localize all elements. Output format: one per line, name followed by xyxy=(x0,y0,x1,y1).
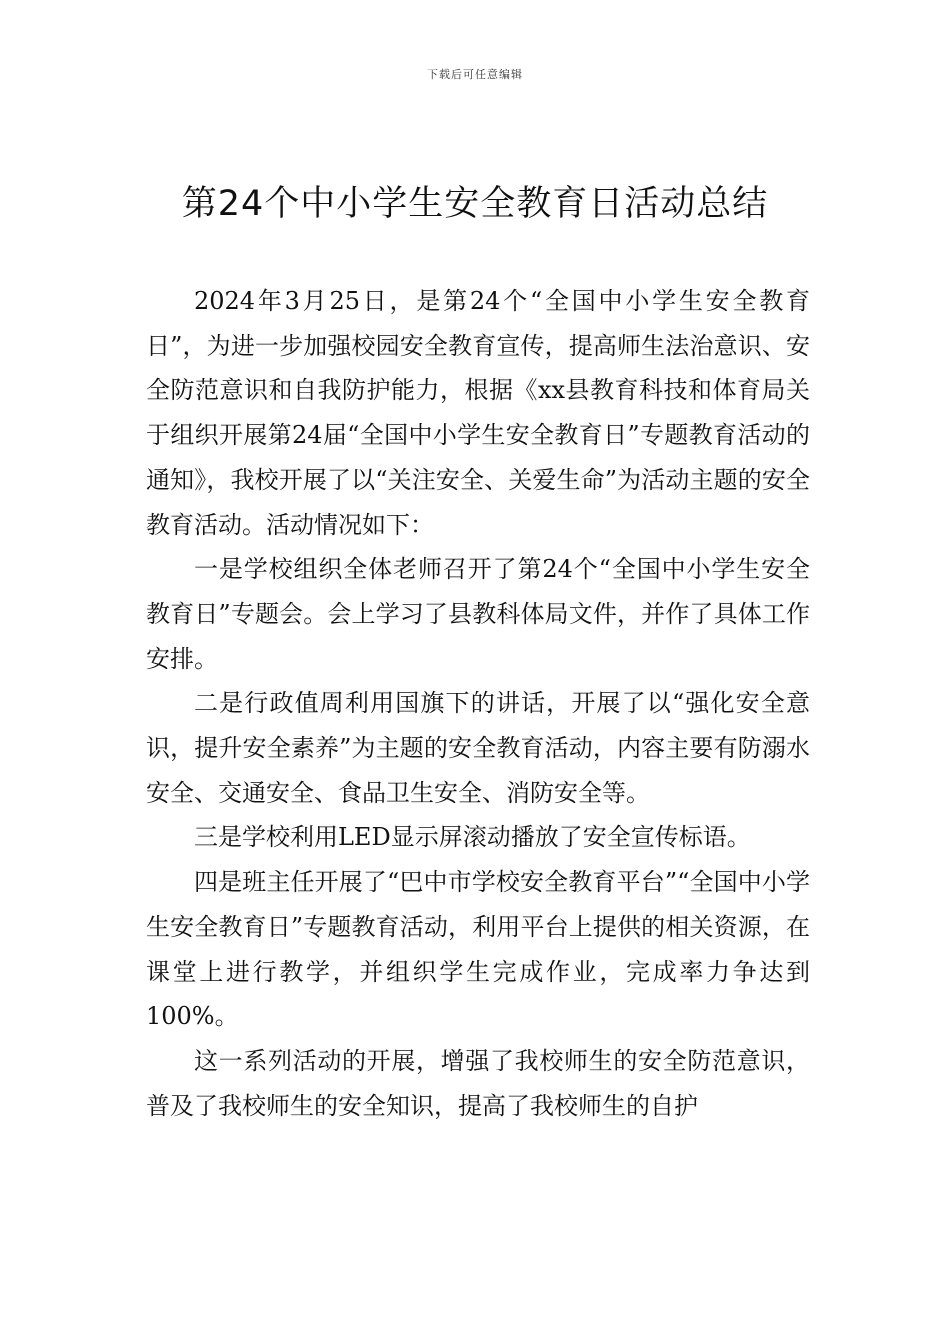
document-body xyxy=(146,279,810,1128)
paragraph-item-3: 三是学校利用LED显示屏滚动播放了安全宣传标语。 xyxy=(194,823,751,852)
paragraph-item-1: 一是学校组织全体老师召开了第24个“全国中小学生安全教育日”专题会。会上学习了县教科体局文件，并作了具体工作安排。 xyxy=(146,555,810,673)
paragraph-item-2: 二是行政值周利用国旗下的讲话，开展了以“强化安全意识，提升安全素养”为主题的安全教育活动，内容主要有防溺水安全、交通安全、食品卫生安全、消防安全等。 xyxy=(146,689,810,807)
paragraph-item-4: 四是班主任开展了“巴中市学校安全教育平台”“全国中小学生安全教育日”专题教育活动，利用平台上提供的相关资源，在课堂上进行教学，并组织学生完成作业，完成率力争达到100%。 xyxy=(146,868,810,1031)
paragraph-intro: 2024年3月25日，是第24个“全国中小学生安全教育日”，为进一步加强校园安全教育宣传，提高师生法治意识、安全防范意识和自我防护能力，根据《xx县教育科技和体育局关于组织开展第24届“全国中小学生安全教育日”专题教育活动的通知》，我校开展了以“关注安全、关爱生命”为活动主题的安全教育活动。活动情况如下： xyxy=(146,287,810,539)
paragraph-conclusion: 这一系列活动的开展，增强了我校师生的安全防范意识，普及了我校师生的安全知识，提高了我校师生的自护 xyxy=(146,1046,810,1120)
document-title: 第24个中小学生安全教育日活动总结 xyxy=(181,184,769,224)
header-note: 下载后可任意编辑 xyxy=(427,68,523,81)
